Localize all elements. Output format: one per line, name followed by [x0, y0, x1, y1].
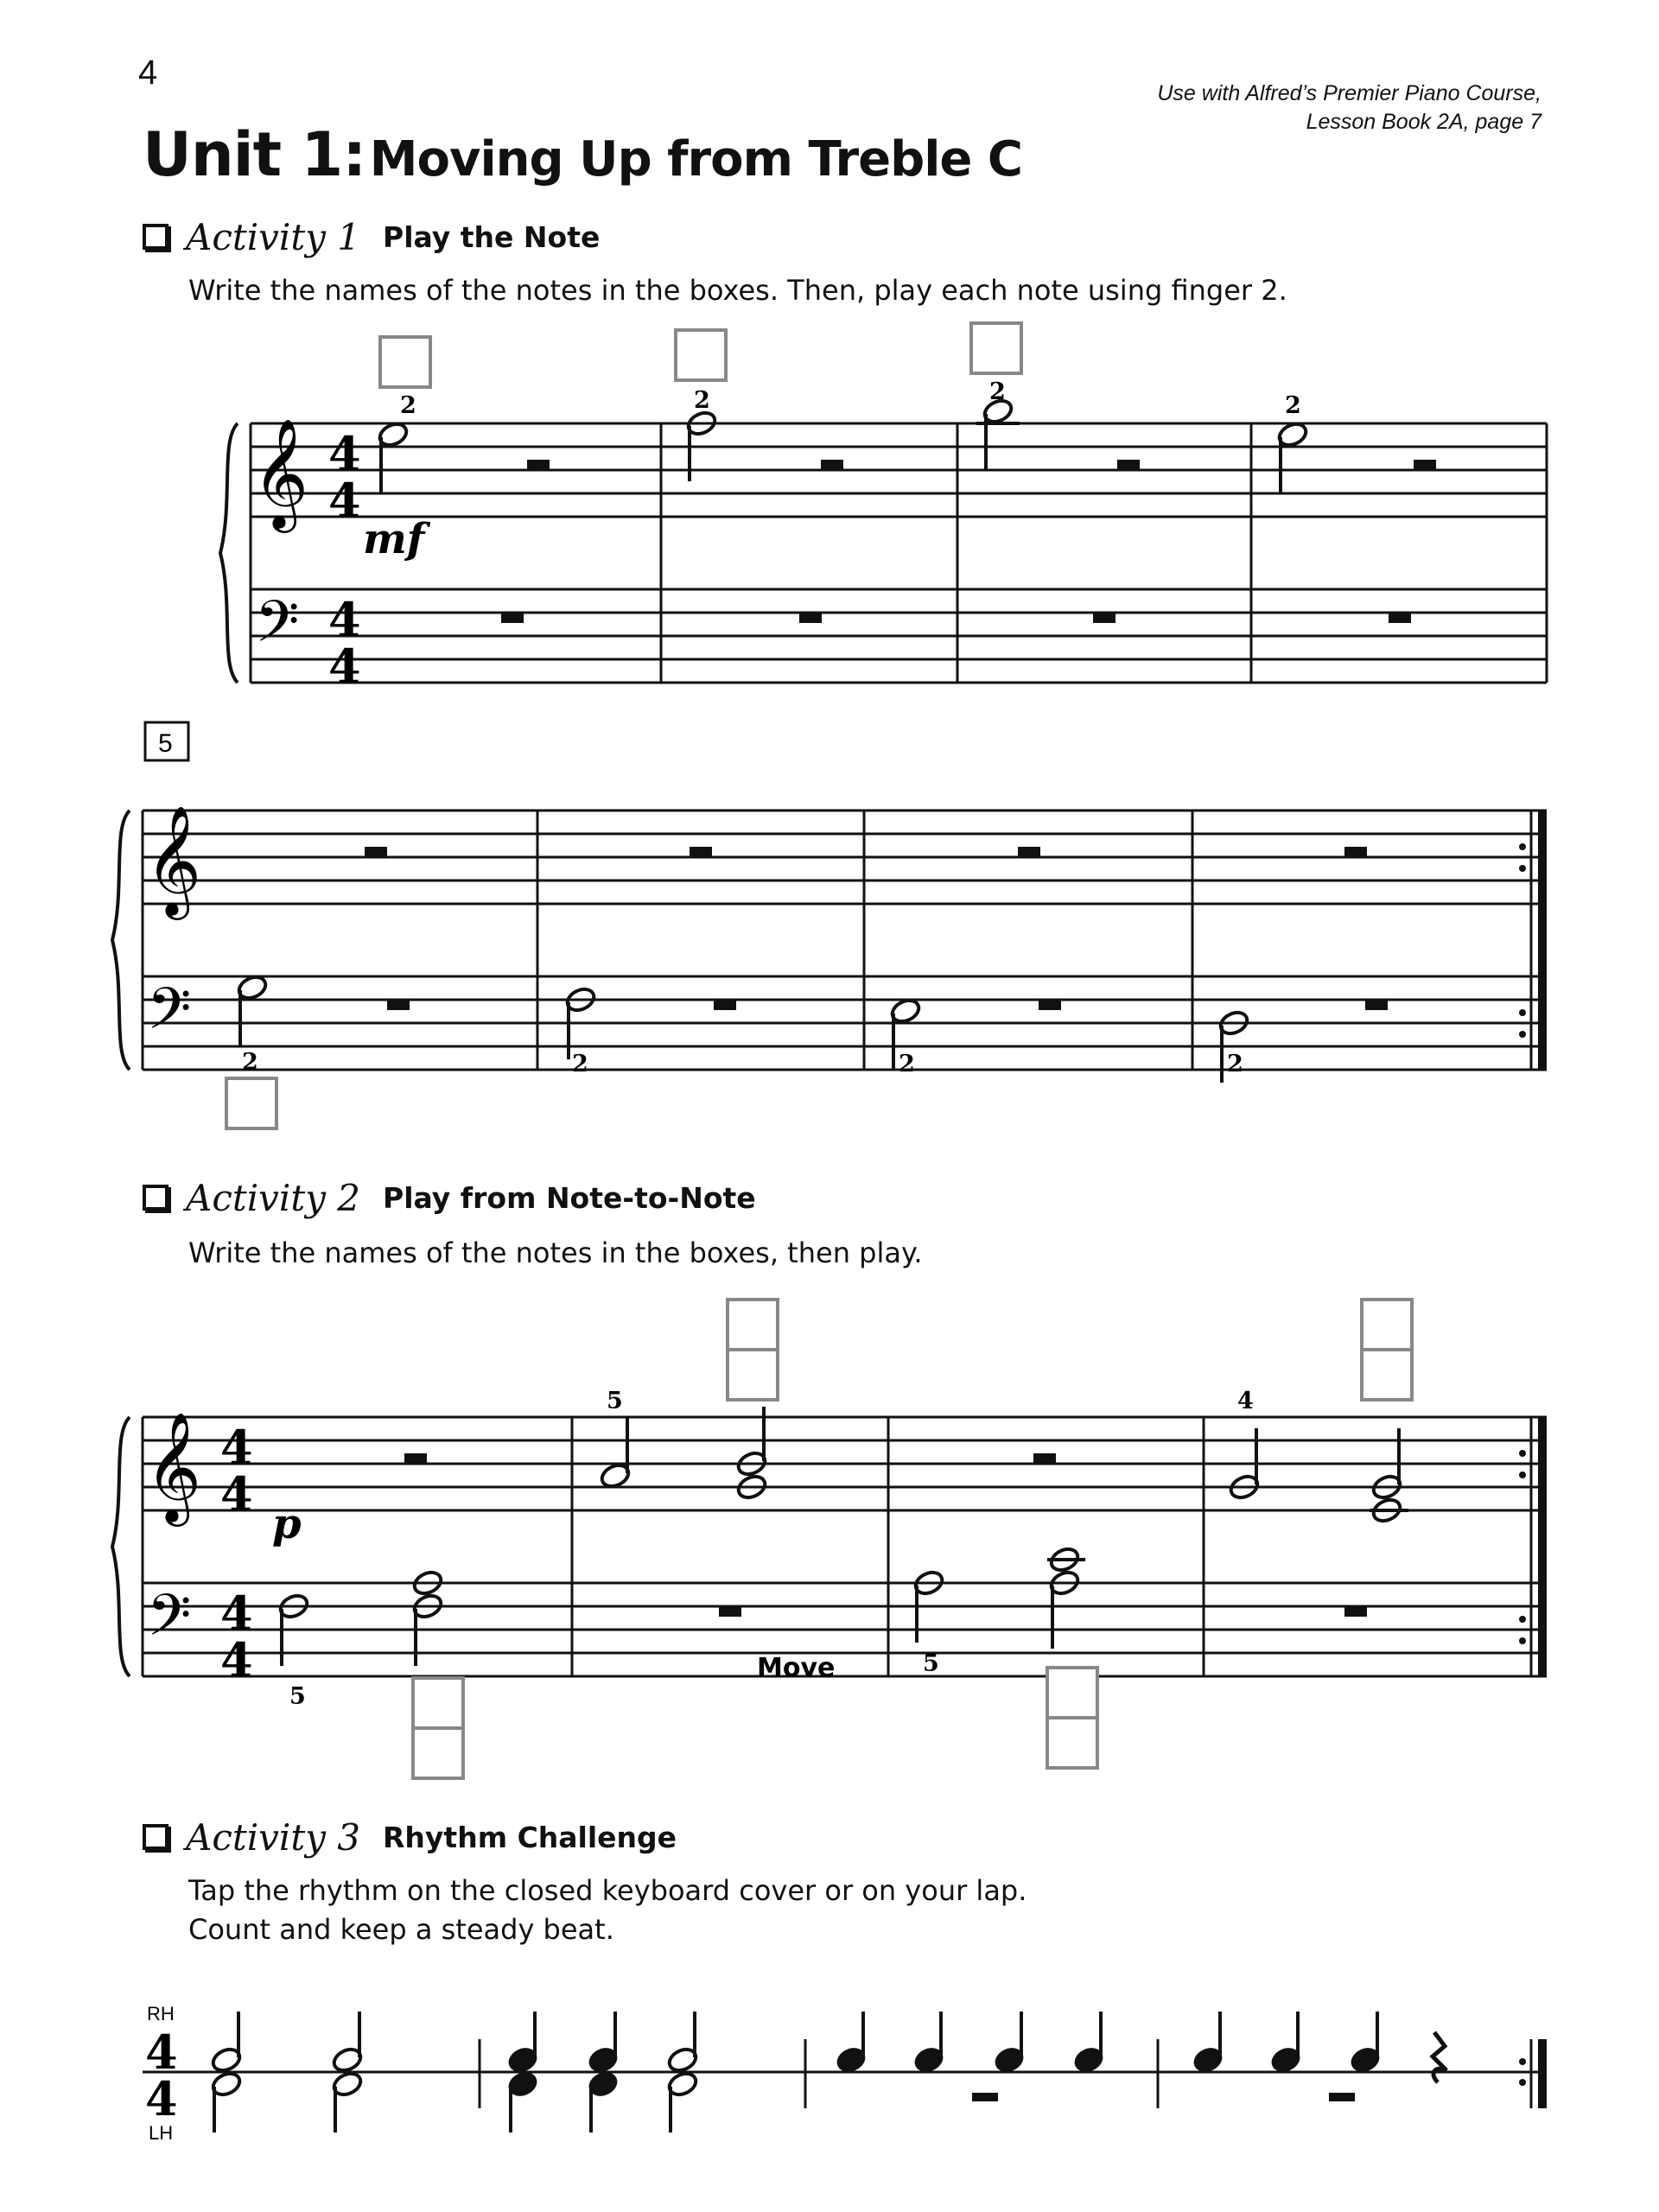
activity-3-heading [143, 1811, 677, 1863]
page-title [143, 119, 1022, 190]
fingering: 2 [899, 1051, 915, 1077]
treble-clef-icon: 𝄞 [145, 804, 202, 915]
rest [972, 2093, 998, 2101]
reference-note [937, 79, 1541, 137]
fingering: 4 [1237, 1388, 1254, 1414]
rest [1344, 847, 1367, 857]
rest [1039, 1000, 1061, 1010]
answer-box[interactable] [1362, 1300, 1412, 1350]
time-sig-top: 4 [220, 1420, 253, 1475]
activity-3-instruction-line-2: Count and keep a steady beat. [188, 1913, 614, 1946]
answer-box[interactable] [1047, 1668, 1097, 1718]
fingering: 2 [694, 387, 710, 414]
time-signature [328, 426, 361, 694]
rest [690, 847, 712, 857]
time-sig-top: 4 [145, 2024, 178, 2080]
rest [404, 1453, 427, 1464]
repeat-dots [1519, 1450, 1526, 1644]
brace [112, 810, 130, 1070]
time-signature [220, 1420, 253, 1688]
rest [387, 1000, 410, 1010]
activity-2-name: Play from Note-to-Note [383, 1180, 756, 1215]
answer-box[interactable] [676, 330, 726, 380]
activity-1-name: Play the Note [383, 219, 601, 254]
rest [1414, 460, 1436, 470]
rest [365, 847, 387, 857]
rest [799, 613, 822, 623]
activity-3-instructions [188, 1872, 1027, 1949]
measure-number-label: 5 [158, 729, 173, 758]
answer-box-pair [1047, 1668, 1097, 1768]
fingering: 2 [242, 1049, 258, 1076]
rest [1033, 1453, 1056, 1464]
time-sig-bottom: 4 [145, 2071, 178, 2126]
fingering: 2 [1285, 392, 1301, 419]
fingering: 2 [989, 378, 1006, 405]
rest [1344, 1606, 1367, 1617]
answer-box-pair [728, 1300, 778, 1400]
activity-1-instruction-line: Write the names of the notes in the boxes. Then, play each note using finger 2. [188, 274, 1287, 307]
fingering: 5 [923, 1650, 939, 1677]
time-sig-top-bass: 4 [328, 592, 361, 647]
activity-3-label: Activity 3 [186, 1815, 361, 1859]
activity-1-checkbox[interactable] [143, 224, 168, 250]
unit-title: Moving Up from Treble C [369, 131, 1022, 188]
page-number: 4 [138, 54, 158, 92]
measure-number [145, 722, 188, 760]
bass-clef-icon: 𝄢 [255, 588, 300, 669]
bass-clef-icon: 𝄢 [147, 1582, 192, 1662]
rest [1018, 847, 1040, 857]
fingering: 5 [289, 1683, 306, 1710]
activity-1-heading [143, 211, 600, 263]
rest [1389, 613, 1411, 623]
activity-3-checkbox[interactable] [143, 1824, 168, 1850]
rest [1117, 460, 1140, 470]
bass-clef-icon: 𝄢 [147, 976, 192, 1056]
rest [719, 1606, 741, 1617]
activity-3-instruction-line-1: Tap the rhythm on the closed keyboard cover or on your lap. [188, 1874, 1027, 1907]
final-barline [1538, 810, 1547, 1070]
activity-1-system-1 [0, 311, 1659, 694]
fingering: 2 [400, 392, 416, 419]
rest [501, 613, 524, 623]
fingering: 2 [572, 1051, 588, 1077]
treble-clef-icon: 𝄞 [145, 1411, 202, 1522]
reference-line-2: Lesson Book 2A, page 7 [1306, 110, 1541, 134]
activity-3-name: Rhythm Challenge [383, 1820, 677, 1854]
reference-line-1: Use with Alfred’s Premier Piano Course, [1157, 81, 1541, 105]
time-sig-top-bass: 4 [220, 1586, 253, 1641]
rest [1093, 613, 1116, 623]
repeat-dots [1519, 843, 1526, 1038]
time-sig-bottom-bass: 4 [220, 1632, 253, 1688]
answer-box[interactable] [380, 337, 430, 387]
lh-label: LH [149, 2122, 174, 2144]
quarter-rest-icon [1433, 2032, 1446, 2082]
rest [1365, 1000, 1388, 1010]
activity-2-heading [143, 1172, 756, 1224]
rest [1329, 2093, 1355, 2101]
brace [112, 1417, 130, 1676]
answer-box-pair [1362, 1300, 1412, 1400]
dynamic-mf: mf [363, 515, 425, 563]
final-barline [1538, 1417, 1547, 1676]
activity-2-label: Activity 2 [186, 1176, 361, 1219]
activity-2-system [0, 1287, 1659, 1771]
time-sig-bottom: 4 [220, 1466, 253, 1522]
answer-box[interactable] [1047, 1718, 1097, 1768]
time-signature [145, 2024, 178, 2126]
rh-label: RH [147, 2003, 175, 2024]
time-sig-top: 4 [328, 426, 361, 481]
answer-box[interactable] [226, 1078, 276, 1128]
answer-box-pair [413, 1678, 463, 1778]
fingering: 2 [1227, 1051, 1243, 1077]
fingering: 5 [607, 1388, 623, 1414]
answer-box[interactable] [728, 1300, 778, 1350]
answer-box[interactable] [413, 1678, 463, 1728]
unit-label: Unit 1: [143, 119, 366, 190]
brace [220, 423, 238, 683]
rest [527, 460, 550, 470]
activity-2-instructions [188, 1234, 923, 1273]
move-label: Move [757, 1653, 836, 1683]
dynamic-p: p [272, 1500, 302, 1548]
rest [714, 1000, 736, 1010]
activity-2-checkbox[interactable] [143, 1185, 168, 1211]
answer-box[interactable] [413, 1728, 463, 1778]
answer-box[interactable] [1362, 1350, 1412, 1400]
activity-2-instruction-line: Write the names of the notes in the boxes, then play. [188, 1236, 923, 1269]
answer-box[interactable] [971, 323, 1021, 373]
activity-1-label: Activity 1 [186, 215, 361, 258]
time-sig-bottom-bass: 4 [328, 639, 361, 694]
activity-1-system-2 [0, 717, 1659, 1149]
time-sig-bottom: 4 [328, 473, 361, 528]
activity-1-instructions [188, 271, 1287, 310]
rest [821, 460, 843, 470]
final-barline [1538, 2039, 1547, 2108]
answer-box[interactable] [728, 1350, 778, 1400]
activity-3-rhythm [0, 1987, 1659, 2160]
treble-clef-icon: 𝄞 [252, 417, 309, 528]
